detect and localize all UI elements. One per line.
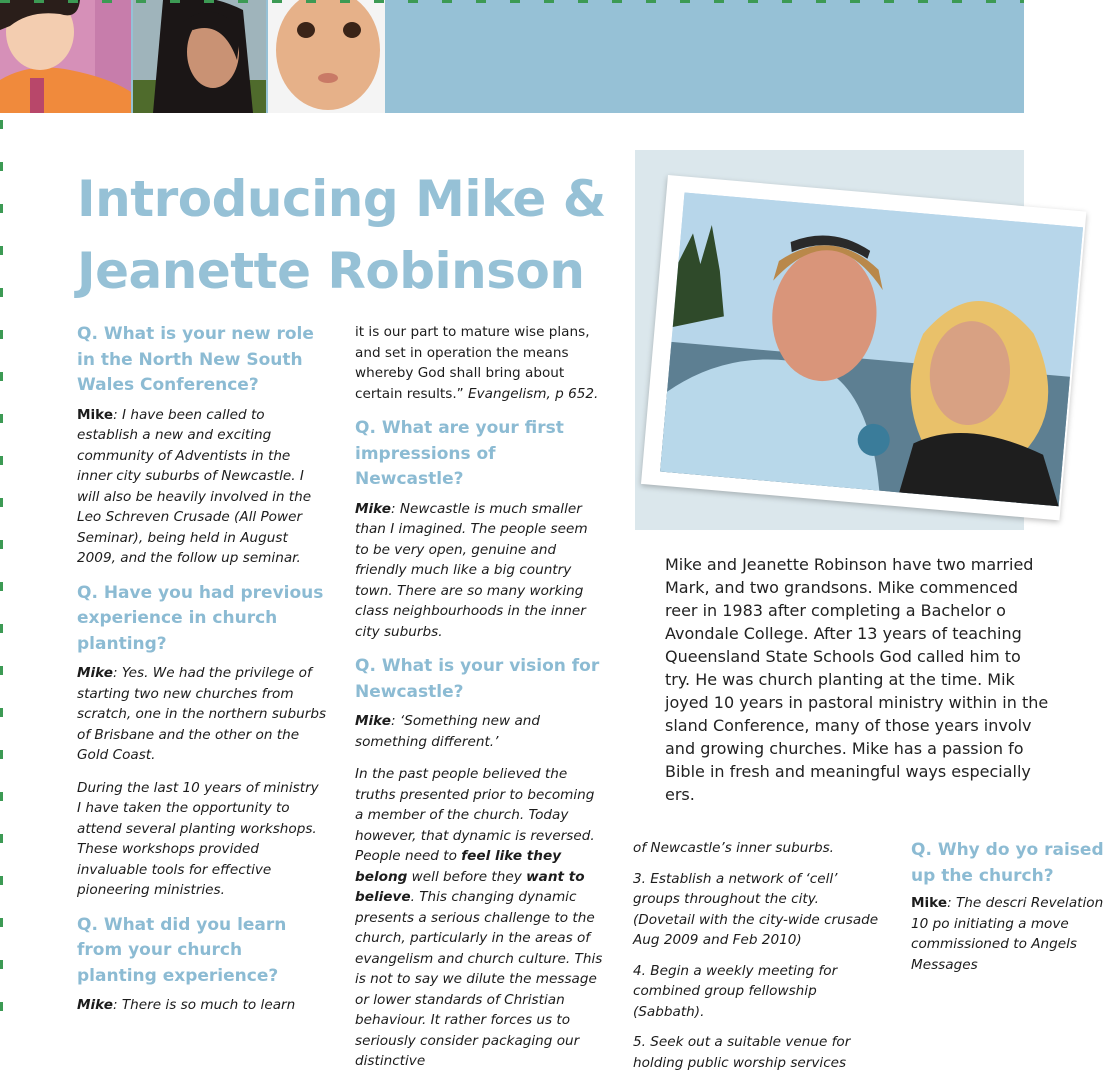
list-item: 4. Begin a weekly meeting for combined group fellowship (Sabbath). bbox=[633, 962, 838, 1020]
answer-text: : ‘Something new and something different.’ bbox=[355, 713, 541, 750]
column-3 bbox=[633, 838, 883, 1083]
photo-mike-and-jeanette bbox=[660, 193, 1083, 507]
quote-text: it is our part to mature wise plans, and set in operation the means whereby God shall bring about certain results.” bbox=[355, 324, 590, 402]
article-title bbox=[77, 163, 617, 307]
question-new-role: Q. What is your new role in the North New South Wales Conference? bbox=[77, 324, 314, 395]
question-what-learned: Q. What did you learn from your church planting experience? bbox=[77, 914, 287, 986]
emphasis-belong: feel like they belong bbox=[355, 848, 562, 885]
list-item: 3. Establish a network of ‘cell’ groups throughout the city. (Dovetail with the city-wide crusade Aug 2009 and Feb 2010) bbox=[633, 870, 879, 948]
answer-new-role bbox=[77, 405, 327, 569]
column-2 bbox=[355, 322, 605, 1084]
speaker-mike: Mike bbox=[77, 665, 113, 681]
speaker-mike: Mike bbox=[355, 713, 391, 729]
quote-citation: Evangelism, p 652. bbox=[468, 385, 599, 402]
answer-what-learned bbox=[77, 995, 327, 1016]
answer-text: : Yes. We had the privilege of starting two new churches from scratch, one in the northern suburbs of Brisbane and the other on the Gold Coast. bbox=[77, 665, 327, 763]
photo-frame bbox=[641, 175, 1086, 520]
answer-workshops: During the last 10 years of ministry I have taken the opportunity to attend several planting workshops. These workshops provided invaluable tools for effective pioneering ministries. bbox=[77, 779, 319, 898]
quote-continued bbox=[355, 322, 605, 404]
answer-text: : Newcastle is much smaller than I imagined. The people seem to be very open, genuine and friendly much like a big country town. There are so many working class neighbourhoods in the inner city suburbs. bbox=[355, 500, 588, 640]
emphasis-believe: want to believe bbox=[355, 868, 585, 905]
top-dashed-border bbox=[0, 0, 1024, 3]
column-1 bbox=[77, 322, 327, 1028]
question-first-impressions: Q. What are your first impressions of Newcastle? bbox=[355, 418, 564, 489]
photo-young-woman bbox=[133, 0, 266, 113]
column-4 bbox=[911, 838, 1111, 975]
text-part: . This changing dynamic presents a serious challenge to the church, particularly in the areas of evangelism and church culture. This is not to say we dilute the message or lower standards of Christian behaviour. It rather forces us to seriously consider packaging our distinctive bbox=[355, 889, 603, 1069]
speaker-mike: Mike bbox=[77, 997, 113, 1013]
answer-vision bbox=[355, 711, 605, 752]
text-part: In the past people believed the truths presented prior to becoming a member of the church. Today however, that dynamic is reversed. People need to bbox=[355, 766, 595, 864]
list-item: of Newcastle’s inner suburbs. bbox=[633, 840, 834, 856]
list-item: 5. Seek out a suitable venue for holding public worship services bbox=[633, 1034, 851, 1071]
answer-first-impressions bbox=[355, 499, 605, 643]
answer-vision-detail bbox=[355, 764, 605, 1072]
question-why: Q. Why do yo raised up the church? bbox=[911, 840, 1104, 886]
answer-text: : There is so much to learn bbox=[112, 997, 296, 1013]
photo-baby bbox=[268, 0, 385, 113]
speaker-mike: Mike bbox=[355, 500, 391, 517]
answer-text: : The descri Revelation 10 po initiating a move commissioned to Angels Messages bbox=[911, 895, 1104, 973]
question-vision: Q. What is your vision for Newcastle? bbox=[355, 656, 600, 702]
photo-young-man bbox=[0, 0, 131, 113]
title-line-2: Jeanette Robinson bbox=[77, 242, 585, 300]
intro-paragraph: Mike and Jeanette Robinson have two married Mark, and two grandsons. Mike commenced reer in 1983 after completing a Bachelor o Avondale College. After 13 years of teaching Queensland State Schools God called him to try. He was church planting at the time. Mik joyed 10 years in pastoral ministry within in the sland Conference, many of those years involv and growing churches. Mike has a passion fo Bible in fresh and meaningful ways especially ers. bbox=[665, 555, 1049, 804]
question-previous-experience: Q. Have you had previous experience in church planting? bbox=[77, 582, 324, 654]
left-dashed-border bbox=[0, 120, 3, 1024]
title-line-1: Introducing Mike & bbox=[77, 170, 606, 228]
answer-text: : I have been called to establish a new and exciting community of Adventists in the inner city suburbs of Newcastle. I will also be heavily involved in the Leo Schreven Crusade (All Power Seminar), being held in August 2009, and the follow up seminar. bbox=[77, 406, 312, 566]
speaker-mike: Mike bbox=[911, 895, 948, 911]
answer-why bbox=[911, 893, 1111, 975]
speaker-mike: Mike bbox=[77, 406, 114, 423]
header-banner bbox=[0, 0, 1024, 113]
answer-previous-experience bbox=[77, 663, 327, 766]
text-part: well before they bbox=[407, 868, 527, 885]
